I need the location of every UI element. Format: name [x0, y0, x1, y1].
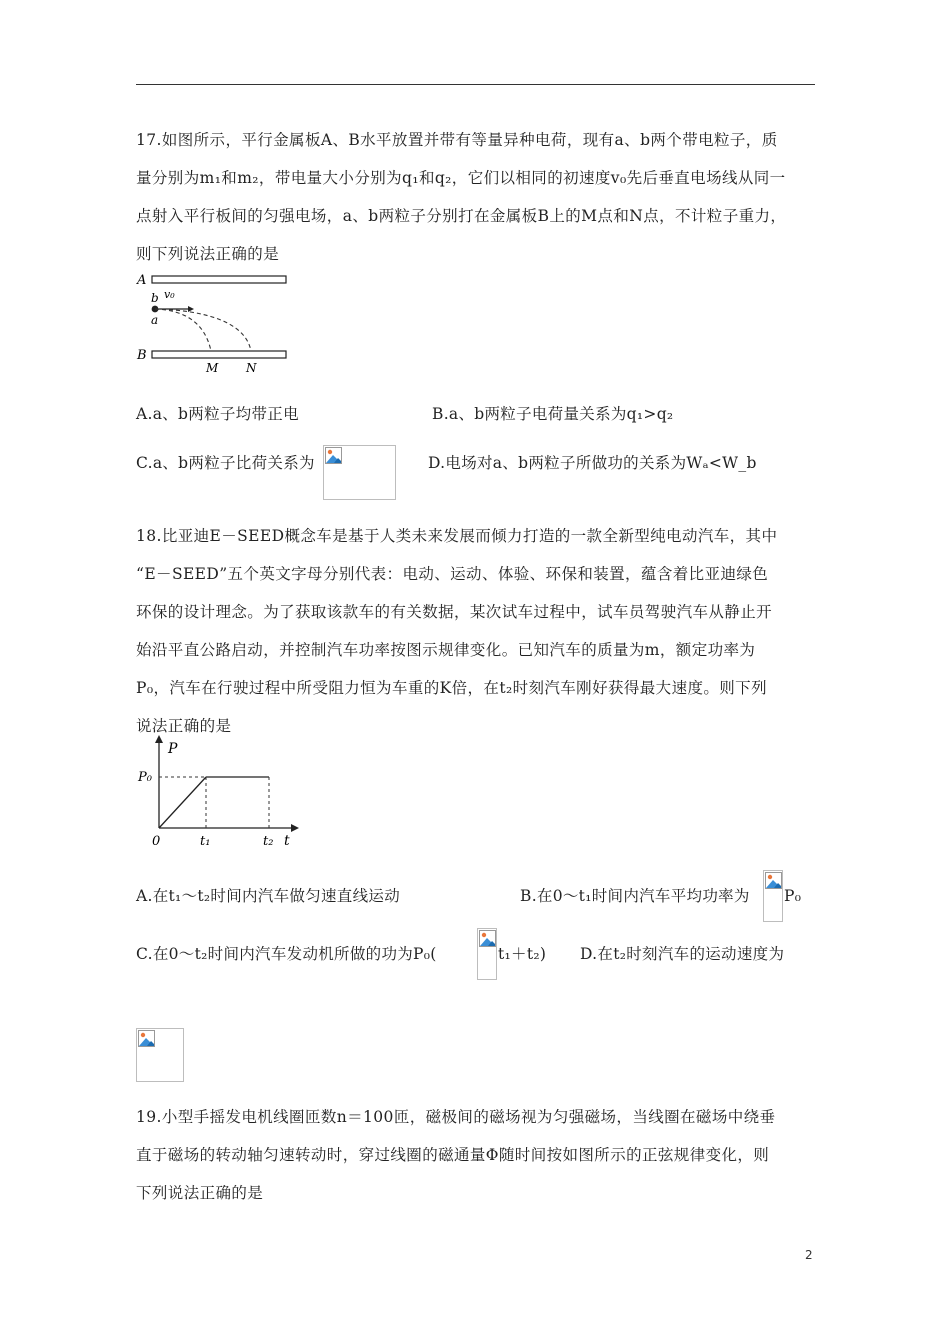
trajectory-b	[155, 309, 251, 351]
q17-option-a: A.a、b两粒子均带正电	[136, 405, 299, 423]
origin-label: 0	[152, 834, 161, 849]
q17-option-d: D.电场对a、b两粒子所做功的关系为Wₐ<W_b	[428, 454, 757, 472]
q17-line-4: 则下列说法正确的是	[136, 245, 280, 263]
q19-line-2: 直于磁场的转动轴匀速转动时，穿过线圈的磁通量Φ随时间按如图所示的正弦规律变化，则	[136, 1146, 770, 1164]
x-axis-label: t	[284, 833, 290, 849]
q18-option-c-text: C.在0～t₂时间内汽车发动机所做的功为P₀(	[136, 945, 437, 963]
broken-image-icon	[136, 1028, 184, 1082]
q17-line-2: 量分别为m₁和m₂，带电量大小分别为q₁和q₂，它们以相同的初速度v₀先后垂直电场线从同一	[136, 169, 786, 187]
broken-image-icon	[323, 445, 396, 500]
q18-option-c	[136, 943, 437, 965]
power-ramp	[159, 777, 206, 828]
q18-line-1: 18.比亚迪E－SEED概念车是基于人类未来发展而倾力打造的一款全新型纯电动汽车，其中	[136, 527, 778, 545]
q18-option-d: D.在t₂时刻汽车的运动速度为	[580, 945, 785, 963]
q18-option-c-suffix: t₁＋t₂)	[498, 945, 547, 963]
question-19-stem	[136, 1098, 816, 1212]
plate-b-label: B	[137, 348, 147, 363]
page-number: 2	[805, 1248, 813, 1262]
p0-tick-label: P₀	[138, 770, 152, 785]
q18-option-b-suffix: P₀	[784, 887, 802, 905]
q17-option-c	[136, 452, 315, 474]
t1-tick-label: t₁	[200, 834, 211, 849]
plate-b	[152, 351, 286, 358]
particle-a-label: a	[151, 313, 159, 327]
question-17-stem	[136, 121, 816, 273]
q18-power-time-graph	[134, 733, 304, 851]
velocity-label: v₀	[164, 288, 175, 301]
q18-line-2: “E－SEED”五个英文字母分别代表：电动、运动、体验、环保和装置，蕴含着比亚迪绿色	[136, 565, 769, 583]
q18-option-a: A.在t₁～t₂时间内汽车做匀速直线运动	[136, 887, 401, 905]
q17-line-3: 点射入平行板间的匀强电场，a、b两粒子分别打在金属板B上的M点和N点，不计粒子重力，	[136, 207, 787, 225]
q17-option-c-text: C.a、b两粒子比荷关系为	[136, 454, 315, 472]
q19-line-3: 下列说法正确的是	[136, 1184, 264, 1202]
header-rule	[136, 84, 815, 85]
q18-line-6: 说法正确的是	[136, 717, 232, 735]
q18-option-b	[520, 885, 750, 907]
q17-parallel-plates-figure	[130, 268, 300, 380]
q17-option-b: B.a、b两粒子电荷量关系为q₁>q₂	[432, 405, 674, 423]
q18-line-5: P₀，汽车在行驶过程中所受阻力恒为车重的K倍，在t₂时刻汽车刚好获得最大速度。则下列	[136, 679, 767, 697]
q18-line-4: 始沿平直公路启动，并控制汽车功率按图示规律变化。已知汽车的质量为m，额定功率为	[136, 641, 756, 659]
trajectory-a	[155, 309, 211, 351]
q18-option-b-text: B.在0～t₁时间内汽车平均功率为	[520, 887, 750, 905]
particle-b-label: b	[151, 291, 159, 305]
point-m-label: M	[206, 361, 219, 375]
q19-line-1: 19.小型手摇发电机线圈匝数n＝100匝，磁极间的磁场视为匀强磁场，当线圈在磁场中绕垂	[136, 1108, 776, 1126]
broken-image-icon	[477, 928, 497, 980]
q18-line-3: 环保的设计理念。为了获取该款车的有关数据，某次试车过程中，试车员驾驶汽车从静止开	[136, 603, 773, 621]
y-axis-label: P	[168, 741, 178, 757]
plate-a	[152, 276, 286, 283]
question-18-stem	[136, 517, 816, 745]
point-n-label: N	[246, 361, 257, 375]
q17-line-1: 17.如图所示，平行金属板A、B水平放置并带有等量异种电荷，现有a、b两个带电粒子，质	[136, 131, 778, 149]
broken-image-icon	[763, 870, 783, 922]
plate-a-label: A	[137, 273, 147, 288]
x-axis-arrow	[291, 824, 299, 832]
y-axis-arrow	[155, 735, 163, 743]
velocity-arrowhead	[188, 306, 194, 312]
t2-tick-label: t₂	[263, 834, 274, 849]
